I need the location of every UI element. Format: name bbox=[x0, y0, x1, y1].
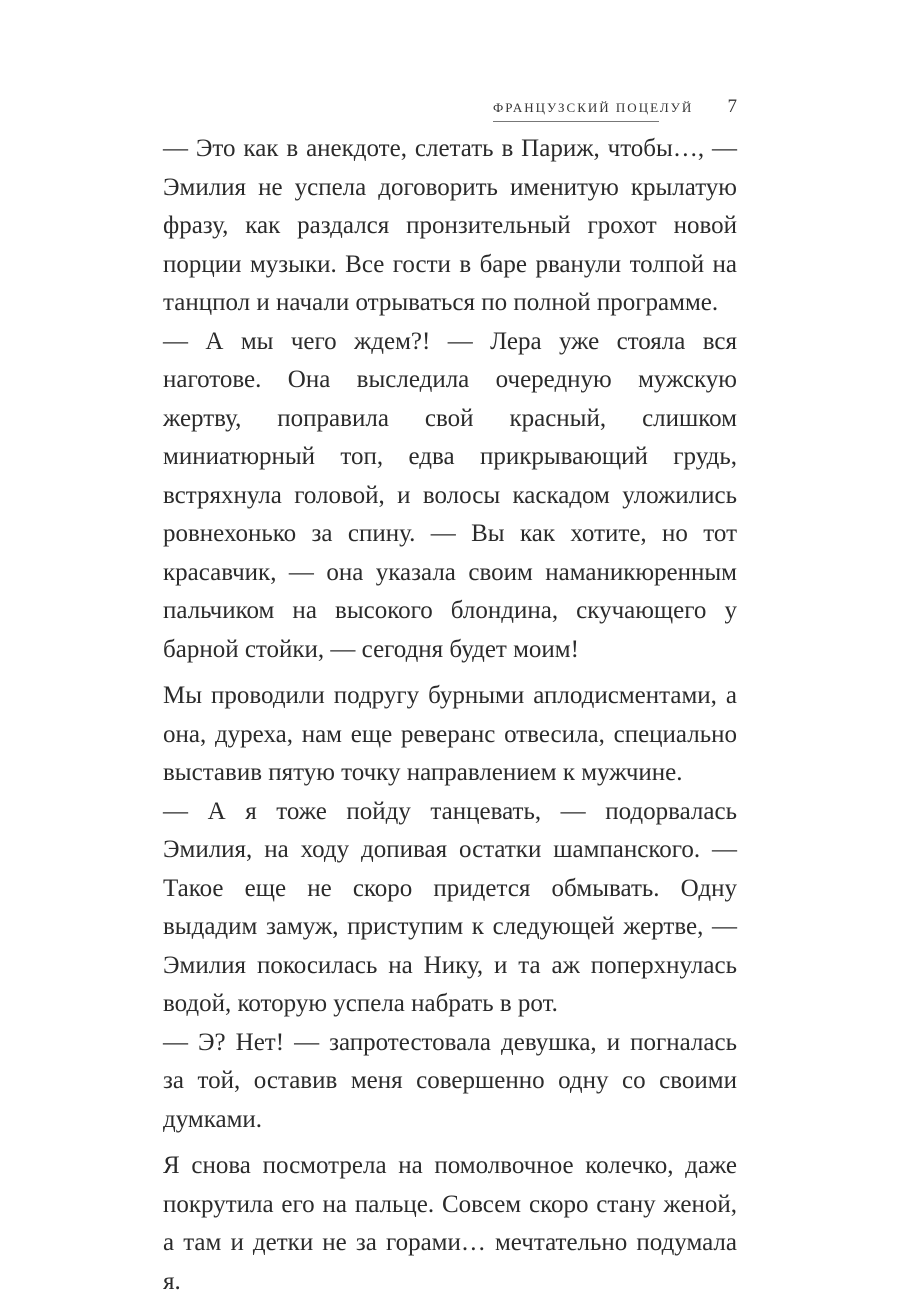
paragraph: Я снова посмотрела на помолвочное колечко, даже покрутила его на пальце. Совсем скоро стану женой, а там и детки не за горами… мечтательно подумала я. bbox=[163, 1152, 737, 1295]
running-title: ФРАНЦУЗСКИЙ ПОЦЕЛУЙ bbox=[493, 100, 694, 115]
paragraph: — Это как в анекдоте, слетать в Париж, чтобы…, — Эмилия не успела договорить именитую крылатую фразу, как раздался пронзительный грохот новой порции музыки. Все гости в баре рванули толпой на танцпол и начали отрываться по полной программе. bbox=[163, 135, 737, 316]
header-rule bbox=[493, 121, 659, 122]
running-head bbox=[163, 96, 737, 122]
paragraph-gap bbox=[163, 1139, 737, 1147]
paragraph: Мы проводили подругу бурными аплодисментами, а она, дуреха, нам еще реверанс отвесила, специально выставив пятую точку направлением к мужчине. bbox=[163, 682, 737, 786]
body-text bbox=[163, 130, 737, 1301]
paragraph: — А мы чего ждем?! — Лера уже стояла вся наготове. Она выследила очередную мужскую жертву, поправила свой красный, слишком миниатюрный топ, едва прикрывающий грудь, встряхнула головой, и волосы каскадом уложились ровнехонько за спину. — Вы как хотите, но тот красавчик, — она указала своим наманикюренным пальчиком на высокого блондина, скучающего у барной стойки, — сегодня будет моим! bbox=[163, 327, 737, 663]
page-number: 7 bbox=[727, 96, 737, 117]
paragraph-gap bbox=[163, 669, 737, 677]
paragraph: — Э? Нет! — запротестовала девушка, и погналась за той, оставив меня совершенно одну со своими думками. bbox=[163, 1028, 737, 1133]
paragraph: — А я тоже пойду танцевать, — подорвалась Эмилия, на ходу допивая остатки шампанского. — Такое еще не скоро придется обмывать. Одну выдадим замуж, приступим к следующей жертве, — Эмилия покосилась на Нику, и та аж поперхнулась водой, которую успела набрать в рот. bbox=[163, 797, 737, 1017]
